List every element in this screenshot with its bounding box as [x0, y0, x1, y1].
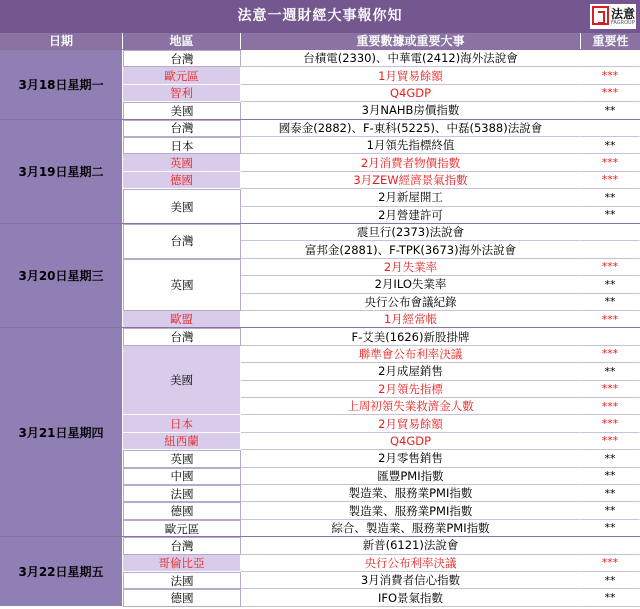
logo-icon [592, 6, 609, 25]
event-cell: IFO景氣指數 [241, 589, 581, 606]
logo-subtext: FAGROUP [611, 20, 635, 26]
importance-cell: *** [581, 85, 640, 102]
event-cell: 匯豐PMI指數 [241, 468, 581, 485]
event-cell: F-艾美(1626)新股掛牌 [241, 328, 581, 345]
event-cell: 製造業、服務業PMI指數 [241, 502, 581, 519]
importance-cell: ** [581, 485, 640, 502]
importance-cell: ** [581, 450, 640, 467]
event-cell: 2月消費者物價指數 [241, 154, 581, 171]
event-cell: 1月經常帳 [241, 311, 581, 328]
importance-cell: ** [581, 276, 640, 293]
importance-cell: ** [581, 102, 640, 119]
event-cell: 製造業、服務業PMI指數 [241, 485, 581, 502]
region-cell: 哥倫比亞 [123, 555, 241, 572]
region-cell: 紐西蘭 [123, 433, 241, 450]
region-cell: 台灣 [123, 120, 241, 137]
event-cell: 聯準會公布利率決議 [241, 346, 581, 363]
event-cell: 國泰金(2882)、F-東科(5225)、中磊(5388)法說會 [241, 120, 581, 137]
header-date: 日期 [0, 33, 123, 50]
event-cell: 3月ZEW經濟景氣指數 [241, 172, 581, 189]
event-cell: 3月消費者信心指數 [241, 572, 581, 589]
importance-cell [581, 328, 640, 345]
region-cell: 中國 [123, 468, 241, 485]
day-label: 3月18日星期一 [0, 50, 123, 120]
day-divider [0, 223, 640, 224]
importance-cell: *** [581, 311, 640, 328]
region-cell: 台灣 [123, 224, 241, 259]
event-cell: 2月新屋開工 [241, 189, 581, 206]
event-cell: 2月ILO失業率 [241, 276, 581, 293]
day-label: 3月19日星期二 [0, 120, 123, 224]
importance-cell: ** [581, 207, 640, 224]
day-label: 3月20日星期三 [0, 224, 123, 328]
event-cell: 2月失業率 [241, 259, 581, 276]
event-cell: 上周初領失業救濟金人數 [241, 398, 581, 415]
region-cell: 英國 [123, 450, 241, 467]
event-cell: 1月領先指標終值 [241, 137, 581, 154]
region-cell: 台灣 [123, 50, 241, 67]
event-cell: 震旦行(2373)法說會 [241, 224, 581, 241]
importance-cell [581, 241, 640, 258]
event-cell: 1月貿易餘額 [241, 67, 581, 84]
day-divider [0, 536, 640, 537]
event-cell: 2月零售銷售 [241, 450, 581, 467]
day-label: 3月22日星期五 [0, 537, 123, 607]
importance-cell: *** [581, 381, 640, 398]
region-cell: 智利 [123, 85, 241, 102]
event-cell: 央行公布利率決議 [241, 555, 581, 572]
region-cell: 德國 [123, 172, 241, 189]
importance-cell: *** [581, 415, 640, 432]
importance-cell: ** [581, 589, 640, 606]
importance-cell: ** [581, 520, 640, 537]
importance-cell [581, 50, 640, 67]
importance-cell: ** [581, 468, 640, 485]
importance-cell: *** [581, 433, 640, 450]
importance-cell: ** [581, 363, 640, 380]
importance-cell: *** [581, 172, 640, 189]
region-cell: 歐盟 [123, 311, 241, 328]
day-label: 3月21日星期四 [0, 328, 123, 537]
region-cell: 法國 [123, 485, 241, 502]
importance-cell: *** [581, 398, 640, 415]
header-importance: 重要性 [581, 33, 640, 50]
region-cell: 台灣 [123, 328, 241, 345]
logo-text: 法意 [611, 7, 636, 21]
region-cell: 美國 [123, 102, 241, 119]
event-cell: Q4GDP [241, 433, 581, 450]
event-cell: 2月成屋銷售 [241, 363, 581, 380]
region-cell: 美國 [123, 189, 241, 224]
event-cell: 2月貿易餘額 [241, 415, 581, 432]
region-cell: 美國 [123, 346, 241, 416]
importance-cell: ** [581, 189, 640, 206]
day-divider [0, 327, 640, 328]
importance-cell: ** [581, 137, 640, 154]
event-cell: 新普(6121)法說會 [241, 537, 581, 554]
day-divider [0, 119, 640, 120]
day-divider [0, 49, 640, 50]
region-cell: 英國 [123, 154, 241, 171]
region-cell: 英國 [123, 259, 241, 311]
header-region: 地區 [123, 33, 241, 50]
event-cell: 綜合、製造業、服務業PMI指數 [241, 520, 581, 537]
header-event: 重要數據或重要大事 [241, 33, 581, 50]
importance-cell: *** [581, 555, 640, 572]
region-cell: 日本 [123, 137, 241, 154]
importance-cell: ** [581, 502, 640, 519]
brand-logo [590, 4, 636, 29]
region-cell: 德國 [123, 502, 241, 519]
event-cell: 央行公布會議紀錄 [241, 294, 581, 311]
importance-cell: *** [581, 67, 640, 84]
region-cell: 法國 [123, 572, 241, 589]
importance-cell: ** [581, 572, 640, 589]
importance-cell [581, 224, 640, 241]
importance-cell: ** [581, 294, 640, 311]
page-title: 法意一週財經大事報你知 [237, 8, 403, 24]
importance-cell [581, 120, 640, 137]
event-cell: 台積電(2330)、中華電(2412)海外法說會 [241, 50, 581, 67]
event-cell: Q4GDP [241, 85, 581, 102]
importance-cell: *** [581, 346, 640, 363]
event-cell: 3月NAHB房價指數 [241, 102, 581, 119]
region-cell: 歐元區 [123, 67, 241, 84]
importance-cell [581, 537, 640, 554]
importance-cell: *** [581, 259, 640, 276]
region-cell: 日本 [123, 415, 241, 432]
region-cell: 台灣 [123, 537, 241, 554]
event-cell: 2月營建許可 [241, 207, 581, 224]
event-cell: 富邦金(2881)、F-TPK(3673)海外法說會 [241, 241, 581, 258]
region-cell: 歐元區 [123, 520, 241, 537]
region-cell: 德國 [123, 589, 241, 606]
importance-cell: *** [581, 154, 640, 171]
event-cell: 2月領先指標 [241, 381, 581, 398]
